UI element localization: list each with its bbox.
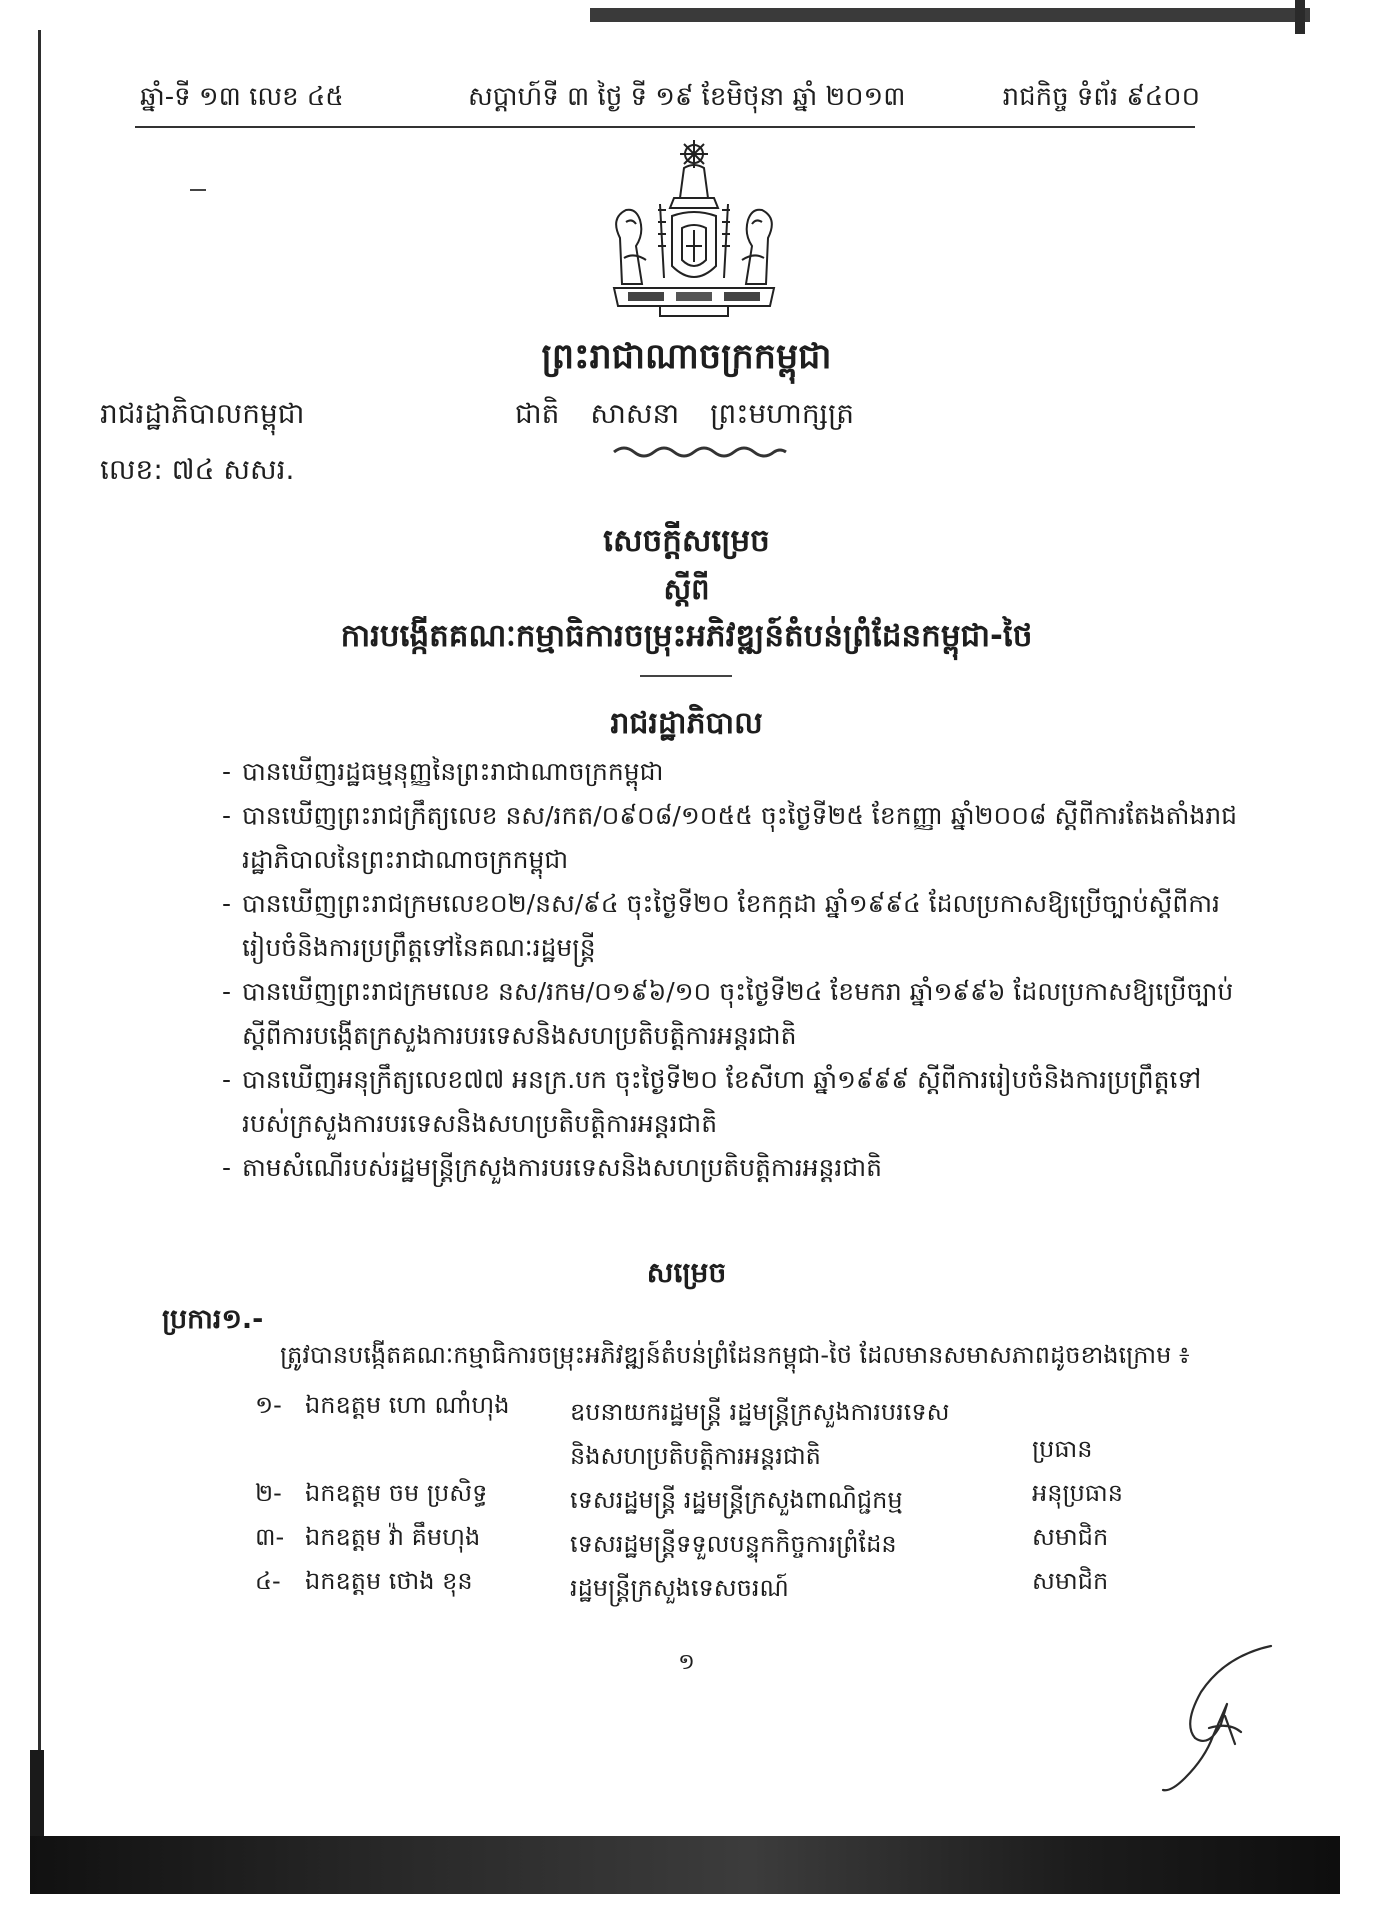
preamble-item: - បានឃើញព្រះរាជក្រឹត្យលេខ នស/រកត/០៩០៨/១០៥៥ ចុះថ្ងៃទី២៥ ខែកញ្ញា ឆ្នាំ២០០៨ ស្តីពីការតែងតាំងរាជរដ្ឋាភិបាលនៃព្រះរាជាណាចក្រកម្ពុជា <box>230 794 1240 882</box>
kingdom-name: ព្រះរាជាណាចក្រកម្ពុជា <box>541 337 832 377</box>
preamble-list <box>230 750 1240 1190</box>
authority-heading: រាជរដ្ឋាភិបាល <box>610 706 763 741</box>
member-row <box>255 1522 1195 1566</box>
title-rule <box>640 675 732 677</box>
member-number: ១- <box>255 1391 282 1419</box>
member-number: ៣- <box>255 1523 285 1551</box>
preamble-item: - តាមសំណើរបស់រដ្ឋមន្ត្រីក្រសួងការបរទេសនិងសហប្រតិបត្តិការអន្តរជាតិ <box>230 1146 1240 1190</box>
header-rule <box>135 126 1195 128</box>
member-name: ឯកឧត្តម ថោង ខុន <box>305 1567 473 1595</box>
royal-coat-of-arms-icon <box>600 138 788 320</box>
member-role: អនុប្រធាន <box>1032 1479 1123 1507</box>
scan-edge-bottom <box>30 1836 1340 1894</box>
preamble-item: - បានឃើញអនុក្រឹត្យលេខ៧៧ អនក្រ.បក ចុះថ្ងៃទី២០ ខែសីហា ឆ្នាំ១៩៩៩ ស្តីពីការរៀបចំនិងការប្រព្រឹត្តទៅរបស់ក្រសួងការបរទេសនិងសហប្រតិបត្តិការអន្តរជាតិ <box>230 1058 1240 1146</box>
member-role: ប្រធាន <box>1032 1435 1093 1463</box>
page-number: ១ <box>678 1650 695 1675</box>
gazette-header <box>140 80 1200 114</box>
document-title: សេចក្តីសម្រេច <box>603 523 770 559</box>
gazette-page: រាជកិច្ច ទំព័រ ៩៤០០ <box>1002 82 1200 112</box>
member-row <box>255 1390 1195 1478</box>
member-title: ទេសរដ្ឋមន្ត្រីទទួលបន្ទុកកិច្ចការព្រំដែន <box>570 1530 897 1558</box>
member-title: ឧបនាយករដ្ឋមន្ត្រី រដ្ឋមន្ត្រីក្រសួងការបរទេស និងសហប្រតិបត្តិការអន្តរជាតិ <box>570 1398 950 1470</box>
national-motto: ជាតិ សាសនា ព្រះមហាក្សត្រ <box>515 397 855 430</box>
ornament-divider <box>610 444 790 460</box>
article-label: ប្រការ១.- <box>162 1304 264 1335</box>
preamble-item: - បានឃើញរដ្ឋធម្មនុញ្ញនៃព្រះរាជាណាចក្រកម្ពុជា <box>230 750 1240 794</box>
member-name: ឯកឧត្តម ហោ ណាំហុង <box>305 1391 510 1419</box>
title-on: ស្តីពី <box>663 572 710 606</box>
member-row <box>255 1478 1195 1522</box>
member-title: ទេសរដ្ឋមន្ត្រី រដ្ឋមន្ត្រីក្រសួងពាណិជ្ជកម្ម <box>570 1486 903 1514</box>
member-name: ឯកឧត្តម វ៉ា គឹមហុង <box>305 1523 481 1551</box>
member-number: ២- <box>255 1479 282 1507</box>
member-number: ៤- <box>255 1567 281 1595</box>
decision-number: លេខ: ៧៤ សសរ. <box>100 453 295 486</box>
stray-mark <box>190 189 206 191</box>
issuing-authority: រាជរដ្ឋាភិបាលកម្ពុជា <box>100 397 305 430</box>
gazette-issue: ឆ្នាំ-ទី ១៣ លេខ ៤៥ <box>140 82 344 112</box>
title-subject: ការបង្កើតគណៈកម្មាធិការចម្រុះអភិវឌ្ឍន៍តំបន់ព្រំដែនកម្ពុជា-ថៃ <box>340 618 1033 654</box>
gazette-date: សប្តាហ៍ទី ៣ ថ្ងៃ ទី ១៩ ខែមិថុនា ឆ្នាំ ២០១៣ <box>468 82 906 112</box>
handwritten-signature-icon <box>1155 1640 1275 1800</box>
member-row <box>255 1566 1195 1610</box>
scan-edge-top-right <box>1295 0 1305 34</box>
preamble-item: - បានឃើញព្រះរាជក្រមលេខ០២/នស/៩៤ ចុះថ្ងៃទី២០ ខែកក្កដា ឆ្នាំ១៩៩៤ ដែលប្រកាសឱ្យប្រើច្បាប់ស្តីពីការរៀបចំនិងការប្រព្រឹត្តទៅនៃគណៈរដ្ឋមន្ត្រី <box>230 882 1240 970</box>
member-role: សមាជិក <box>1032 1567 1109 1595</box>
decision-heading: សម្រេច <box>646 1256 727 1289</box>
member-name: ឯកឧត្តម ចម ប្រសិទ្ធ <box>305 1479 488 1507</box>
member-role: សមាជិក <box>1032 1523 1109 1551</box>
member-title: រដ្ឋមន្ត្រីក្រសួងទេសចរណ៍ <box>570 1574 789 1602</box>
member-list <box>255 1390 1195 1610</box>
article-body: ត្រូវបានបង្កើតគណៈកម្មាធិការចម្រុះអភិវឌ្ឍន៍តំបន់ព្រំដែនកម្ពុជា-ថៃ ដែលមានសមាសភាពដូចខាងក្រោម ៖ <box>280 1341 1190 1369</box>
scan-edge-top <box>590 8 1310 22</box>
scan-edge-left <box>38 30 41 1860</box>
preamble-item: - បានឃើញព្រះរាជក្រមលេខ នស/រកម/០១៩៦/១០ ចុះថ្ងៃទី២៤ ខែមករា ឆ្នាំ១៩៩៦ ដែលប្រកាសឱ្យប្រើច្បាប់ស្តីពីការបង្កើតក្រសួងការបរទេសនិងសហប្រតិបត្តិការអន្តរជាតិ <box>230 970 1240 1058</box>
